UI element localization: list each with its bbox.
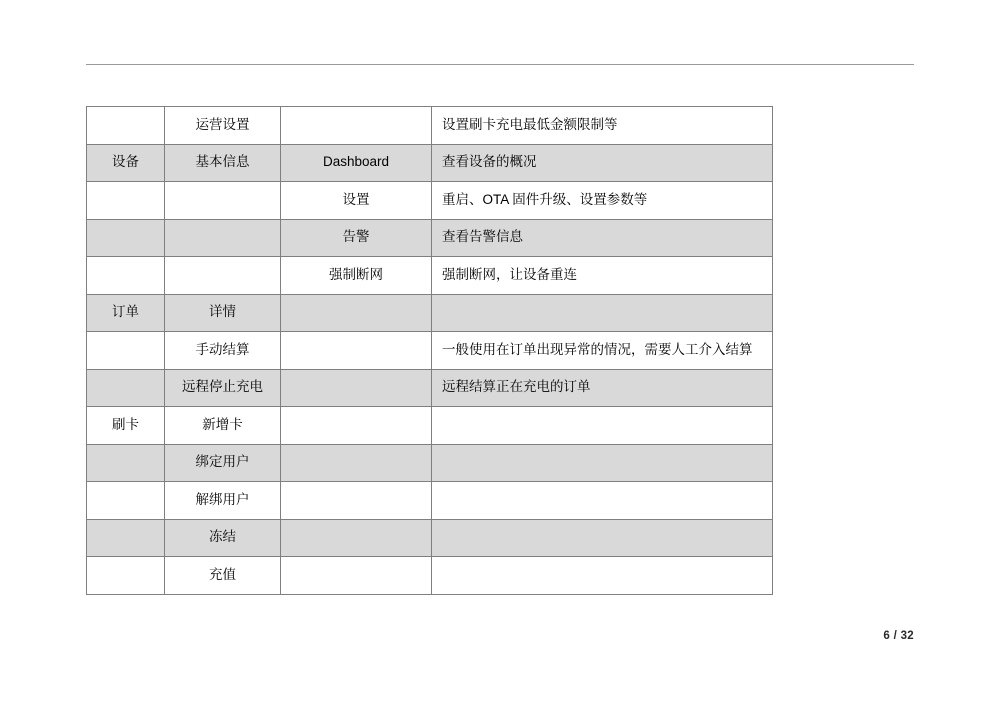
table-row xyxy=(87,107,773,145)
cell-feature xyxy=(165,182,281,220)
cell-feature: 详情 xyxy=(165,294,281,332)
cell-description xyxy=(432,407,773,445)
cell-subfeature xyxy=(281,369,432,407)
cell-module xyxy=(87,219,165,257)
cell-module xyxy=(87,444,165,482)
table-row xyxy=(87,144,773,182)
cell-subfeature xyxy=(281,332,432,370)
cell-feature: 解绑用户 xyxy=(165,482,281,520)
cell-subfeature: 设置 xyxy=(281,182,432,220)
cell-subfeature: 告警 xyxy=(281,219,432,257)
cell-module xyxy=(87,257,165,295)
table-row xyxy=(87,444,773,482)
cell-subfeature xyxy=(281,519,432,557)
cell-feature: 手动结算 xyxy=(165,332,281,370)
cell-feature: 运营设置 xyxy=(165,107,281,145)
cell-module: 刷卡 xyxy=(87,407,165,445)
table-row xyxy=(87,519,773,557)
feature-table-body xyxy=(87,107,773,595)
cell-feature: 绑定用户 xyxy=(165,444,281,482)
cell-description: 设置刷卡充电最低金额限制等 xyxy=(432,107,773,145)
cell-subfeature: 强制断网 xyxy=(281,257,432,295)
cell-feature xyxy=(165,257,281,295)
table-row xyxy=(87,182,773,220)
cell-description xyxy=(432,294,773,332)
cell-description: 重启、OTA 固件升级、设置参数等 xyxy=(432,182,773,220)
table-row xyxy=(87,407,773,445)
cell-module xyxy=(87,482,165,520)
cell-feature: 新增卡 xyxy=(165,407,281,445)
table-row xyxy=(87,219,773,257)
cell-feature: 远程停止充电 xyxy=(165,369,281,407)
feature-table-container xyxy=(86,106,772,595)
table-row xyxy=(87,257,773,295)
cell-subfeature xyxy=(281,482,432,520)
cell-description xyxy=(432,444,773,482)
cell-module xyxy=(87,369,165,407)
table-row xyxy=(87,369,773,407)
cell-feature: 基本信息 xyxy=(165,144,281,182)
cell-description xyxy=(432,557,773,595)
cell-subfeature: Dashboard xyxy=(281,144,432,182)
cell-subfeature xyxy=(281,444,432,482)
cell-subfeature xyxy=(281,407,432,445)
cell-description: 一般使用在订单出现异常的情况，需要人工介入结算 xyxy=(432,332,773,370)
table-row xyxy=(87,482,773,520)
header-divider xyxy=(86,64,914,65)
feature-table xyxy=(86,106,773,595)
cell-subfeature xyxy=(281,107,432,145)
cell-module: 订单 xyxy=(87,294,165,332)
table-row xyxy=(87,557,773,595)
cell-module xyxy=(87,107,165,145)
table-row xyxy=(87,294,773,332)
cell-subfeature xyxy=(281,557,432,595)
cell-module xyxy=(87,519,165,557)
cell-description: 强制断网，让设备重连 xyxy=(432,257,773,295)
cell-description: 远程结算正在充电的订单 xyxy=(432,369,773,407)
table-row xyxy=(87,332,773,370)
cell-module xyxy=(87,332,165,370)
cell-description xyxy=(432,482,773,520)
cell-subfeature xyxy=(281,294,432,332)
cell-description: 查看设备的概况 xyxy=(432,144,773,182)
cell-module: 设备 xyxy=(87,144,165,182)
cell-description xyxy=(432,519,773,557)
cell-module xyxy=(87,182,165,220)
cell-description: 查看告警信息 xyxy=(432,219,773,257)
cell-feature xyxy=(165,219,281,257)
cell-module xyxy=(87,557,165,595)
cell-feature: 冻结 xyxy=(165,519,281,557)
page-number: 6 / 32 xyxy=(883,630,914,642)
cell-feature: 充值 xyxy=(165,557,281,595)
